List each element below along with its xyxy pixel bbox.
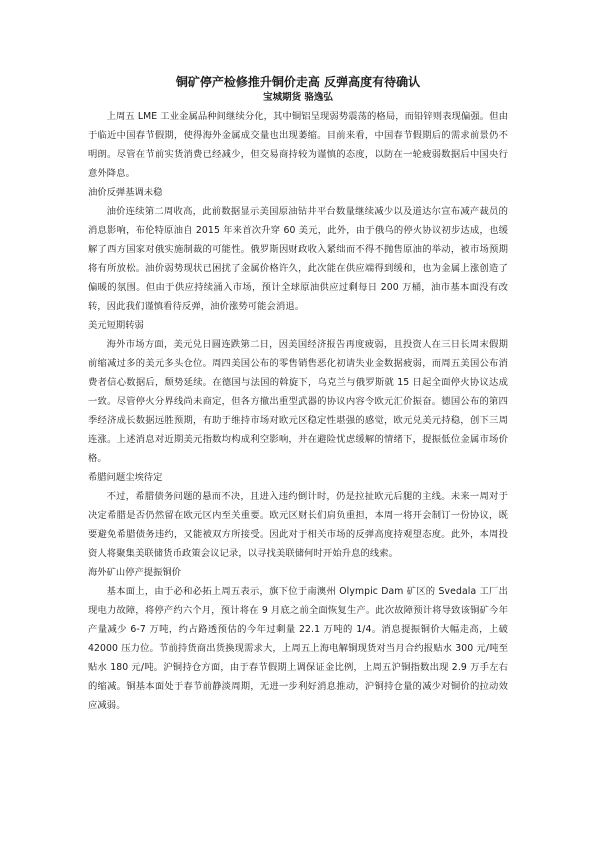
section-heading-greece: 希腊问题尘埃待定 — [88, 472, 163, 483]
section-paragraph-usd: 海外市场方面，美元兑日圆连跌第二日，因美国经济报告再度疲弱，且投资人在三日长周末假期前缩减过多的美元多头仓位。周四美国公布的零售销售恶化初请失业金数据疲弱，而周五美国公布消费者信心数据后，颓势延续。在德国与法国的斡旋下，乌克兰与俄罗斯就 15 日起全面停火协议达成一致。尽管停火分界线尚未商定，但各方撤出重型武器的协议内容令欧元汇价振奋。德国公布的第四季经济成长数据远胜预期，有助于维持市场对欧元区稳定性堪强的感觉，欧元兑美元持稳，创下三周连涨。上述消息对近期美元指数均构成利空影响，并在避险忧虑缓解的情绪下，提振低位金属市场价格。 — [88, 339, 508, 464]
section-heading-oil: 油价反弹基调未稳 — [88, 187, 163, 198]
article — [88, 74, 508, 715]
section-paragraph-oil: 油价连续第二周收高，此前数据显示美国原油钻井平台数量继续减少以及道达尔宣布减产裁员的消息影响，布伦特原油自 2015 年来首次升穿 60 美元，此外，由于俄乌的停火协议初步达成，也缓解了西方国家对俄实施制裁的可能性。俄罗斯因财政收入紧绌而不得不抛售原油的举动，被市场预期将有所放松。油价弱势现状已困扰了金属价格许久，此次能在供应端得到缓和，也为金属上涨创造了偏暖的氛围。但由于供应持续涌入市场，预计全球原油供应过剩每日 200 万桶，油市基本面没有改转，因此我们谨慎看待反弹，油价涨势可能会消退。 — [88, 206, 508, 312]
intro-paragraph: 上周五 LME 工业金属品种间继续分化，其中铜铝呈现弱势震荡的格局，而铅锌则表现偏强。但由于临近中国春节假期，使得海外金属成交量也出现萎缩。目前来看，中国春节假期后的需求前景仍不明朗。尽管在节前实货消费已经减少，但交易商持较为谨慎的态度，以防在一轮疲弱数据后中国央行意外降息。 — [88, 111, 508, 179]
article-author: 宝城期货 骆逸弘 — [263, 92, 333, 103]
section-heading-copper-mine: 海外矿山停产提振铜价 — [88, 567, 181, 578]
section-paragraph-greece: 不过，希腊债务问题的悬而不决，且进入违约倒计时，仍是拉扯欧元后腿的主线。未来一周对于决定希腊是否仍然留在欧元区内至关重要。欧元区财长们肩负重担，本周一将开会制订一份协议，既要避免希腊债务违约，又能被双方所接受。因此对于相关市场的反弹高度持观望态度。此外，本周投资人将聚集美联储货币政策会议记录，以寻找美联储何时开始升息的线索。 — [88, 491, 508, 559]
article-title: 铜矿停产检修推升铜价走高 反弹高度有待确认 — [175, 75, 421, 89]
section-paragraph-copper-mine: 基本面上，由于必和必拓上周五表示，旗下位于南澳州 Olympic Dam 矿区的 Svedala 工厂出现电力故障，将停产约六个月，预计将在 9 月底之前全面恢复生产。此次故障预计将导致该铜矿今年产量减少 6-7 万吨，约占路透预估的今年过剩量 22.1 万吨的 1/4。消息提振铜价大幅走高，上破 42000 压力位。节前持货商出货换现需求大，上周五上海电解铜现货对当月合约报贴水 300 元/吨至贴水 180 元/吨。沪铜持仓方面，由于春节假期上调保证金比例，上周五沪铜指数出现 2.9 万手左右的缩减。铜基本面处于春节前静淡周期，无进一步利好消息推动，沪铜持仓量的减少对铜价的拉动效应减弱。 — [88, 586, 508, 711]
section-heading-usd: 美元短期转弱 — [88, 320, 144, 331]
